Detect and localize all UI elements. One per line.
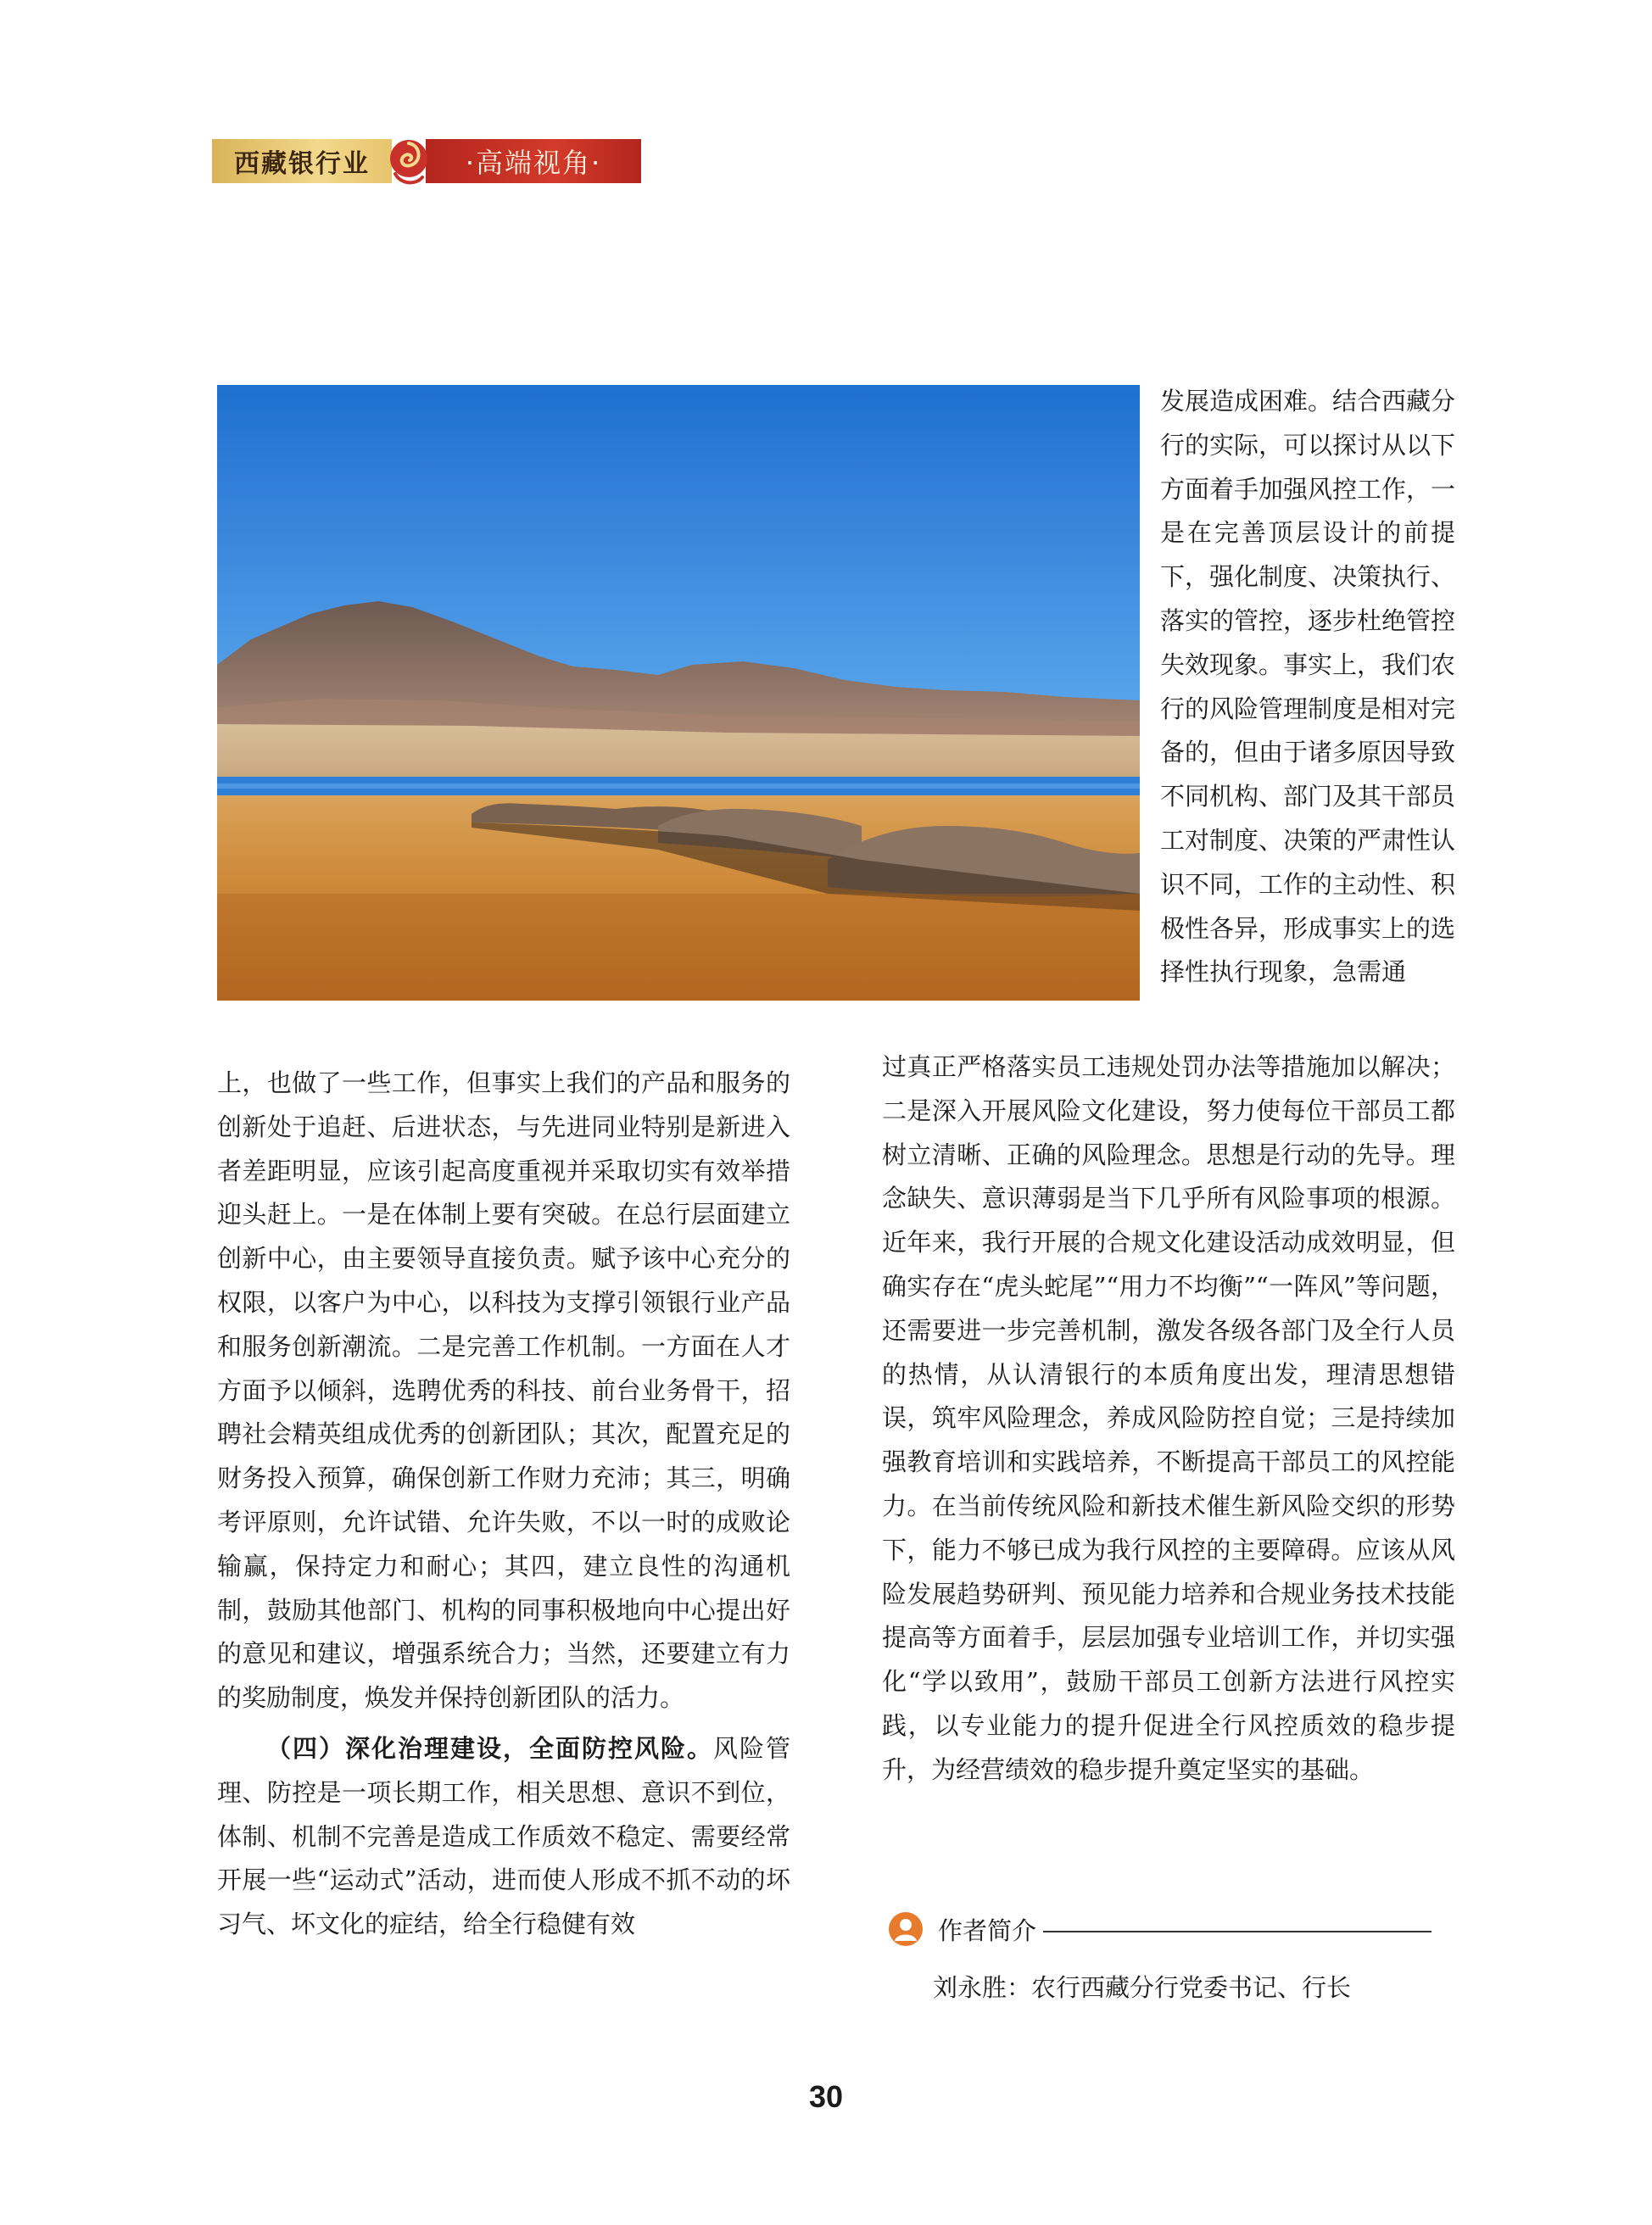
magazine-name: 西藏银行业 (212, 139, 392, 183)
author-box (889, 1908, 1432, 2004)
paragraph-risk-control (217, 1727, 790, 1947)
page-number: 30 (808, 2079, 844, 2114)
right-column-upper-text (1160, 380, 1455, 995)
column-name: ·高端视角· (426, 139, 641, 183)
right-column-lower-text (882, 1046, 1455, 1793)
section-header (212, 137, 641, 185)
paragraph: 发展造成困难。结合西藏分行的实际，可以探讨从以下方面着手加强风控工作，一是在完善顶层设计的前提下，强化制度、决策执行、落实的管控，逐步杜绝管控失效现象。事实上，我们农行的风险管理制度是相对完备的，但由于诸多原因导致不同机构、部门及其干部员工对制度、决策的严肃性认识不同，工作的主动性、积极性各异，形成事实上的选择性执行现象，急需通 (1160, 387, 1456, 987)
author-bio: 刘永胜：农行西藏分行党委书记、行长 (933, 1973, 1352, 2002)
divider (1043, 1931, 1432, 1932)
author-title: 作者简介 (938, 1916, 1037, 1945)
paragraph-body: 风险管理、防控是一项长期工作，相关思想、意识不到位，体制、机制不完善是造成工作质效不稳定、需要经常开展一些“运动式”活动，进而使人形成不抓不动的坏习气、坏文化的症结，给全行稳健有效 (217, 1733, 790, 1939)
paragraph: 过真正严格落实员工违规处罚办法等措施加以解决；二是深入开展风险文化建设，努力使每位干部员工都树立清晰、正确的风险理念。思想是行动的先导。理念缺失、意识薄弱是当下几乎所有风险事项的根源。近年来，我行开展的合规文化建设活动成效明显，但确实存在“虎头蛇尾”“用力不均衡”“一阵风”等问题，还需要进一步完善机制，激发各级各部门及全行人员的热情，从认清银行的本质角度出发，理清思想错误，筑牢风险理念，养成风险防控自觉；三是持续加强教育培训和实践培养，不断提高干部员工的风控能力。在当前传统风险和新技术催生新风险交织的形势下，能力不够已成为我行风控的主要障碍。应该从风险发展趋势研判、预见能力培养和合规业务技术技能提高等方面着手，层层加强专业培训工作，并切实强化“学以致用”，鼓励干部员工创新方法进行风控实践，以专业能力的提升促进全行风控质效的稳步提升，为经营绩效的稳步提升奠定坚实的基础。 (882, 1052, 1455, 1784)
author-header (889, 1908, 1432, 1950)
person-icon (889, 1912, 923, 1946)
section-heading: （四）深化治理建设，全面防控风险。 (266, 1733, 713, 1763)
tibet-landscape-photo (217, 385, 1140, 1001)
swirl-ornament-icon (387, 133, 431, 189)
left-column-text (217, 1062, 790, 1947)
paragraph: 上，也做了一些工作，但事实上我们的产品和服务的创新处于追赶、后进状态，与先进同业特别是新进入者差距明显，应该引起高度重视并采取切实有效举措迎头赶上。一是在体制上要有突破。在总行层面建立创新中心，由主要领导直接负责。赋予该中心充分的权限，以客户为中心，以科技为支撑引领银行业产品和服务创新潮流。二是完善工作机制。一方面在人才方面予以倾斜，选聘优秀的科技、前台业务骨干，招聘社会精英组成优秀的创新团队；其次，配置充足的财务投入预算，确保创新工作财力充沛；其三，明确考评原则，允许试错、允许失败，不以一时的成败论输赢，保持定力和耐心；其四，建立良性的沟通机制，鼓励其他部门、机构的同事积极地向中心提出好的意见和建议，增强系统合力；当然，还要建立有力的奖励制度，焕发并保持创新团队的活力。 (217, 1068, 790, 1713)
